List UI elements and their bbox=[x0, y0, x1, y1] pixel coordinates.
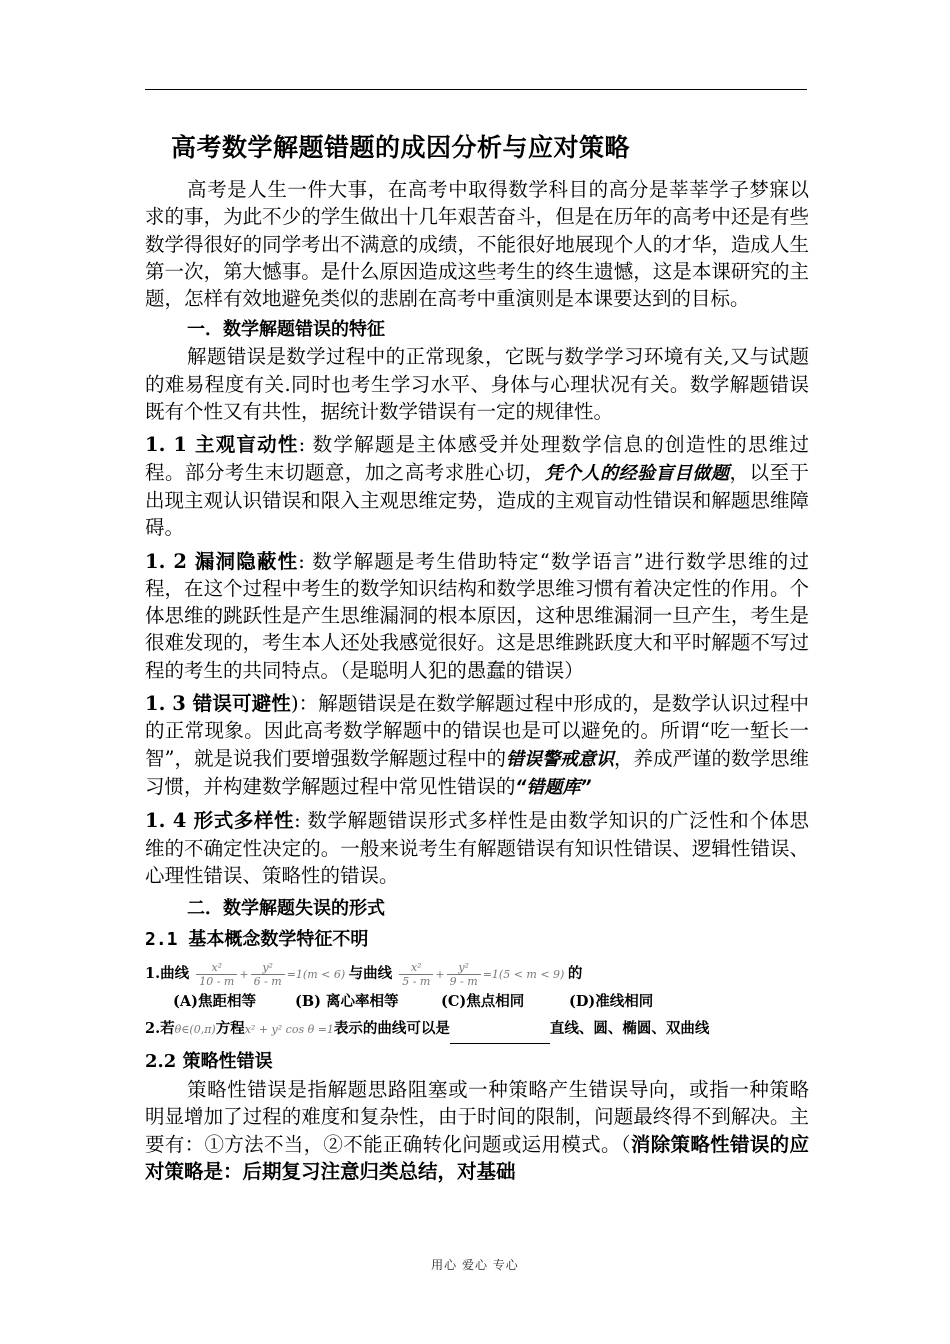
paragraph-1-4 bbox=[145, 807, 809, 889]
paragraph-1-3 bbox=[145, 690, 809, 801]
question-2-answer: 直线、圆、椭圆、双曲线 bbox=[549, 1020, 710, 1038]
subsection-2-1-heading: 2.1 基本概念数学特征不明 bbox=[145, 929, 369, 951]
text-1-2-a: : 数学解题是考生借助特定“数学语言”进行数学思维的过程，在这个过程中考生的数学知识结构和数学思维习惯有着决定性的作用。个体思维的跳跃性是产生思维漏洞的根本原因，这种思维漏洞一旦产生，考生是很难发现的，考生本人还处我感觉很好。这是思维跳跃度大和平时解题不写过程的考生的共同特点。（是聪明人犯的愚蠢的错误） bbox=[145, 549, 809, 682]
fraction-numerator: y² bbox=[251, 962, 285, 975]
question-2-equation: x² + y² cos θ =1 bbox=[244, 1023, 334, 1037]
question-1-equation-2: $\frac{\text{x²}}{5 - m}$ + $\frac{\text{y²}}{9 - m}$ =1(5 < m < 9) bbox=[397, 968, 568, 981]
fraction-numerator: x² bbox=[399, 962, 433, 975]
emphasis-1-3-b: “错题库” bbox=[515, 776, 592, 798]
question-1-mid: 与曲线 bbox=[348, 965, 393, 983]
question-1-suffix: 的 bbox=[567, 965, 583, 983]
question-1-prefix: 1.曲线 bbox=[145, 965, 190, 983]
equation-condition: =1(m < 6) bbox=[286, 968, 346, 982]
text-2-2-bold: 消除策略性错误的应对策略是：后期复习注意归类总结，对基础 bbox=[145, 1132, 809, 1184]
option-c: (C)焦点相同 bbox=[441, 993, 525, 1011]
fraction-denominator: 5 - m bbox=[402, 975, 431, 989]
fraction-denominator: 6 - m bbox=[253, 975, 282, 989]
text-2-2-a: 策略性错误是指解题思路阻塞或一种策略产生错误导向，或指一种策略明显增加了过程的难度和复杂性，由于时间的限制，问题最终得不到解决。主要有：①方法不当，②不能正确转化问题或运用模式。（ bbox=[145, 1078, 809, 1156]
section-1-paragraph: 解题错误是数学过程中的正常现象，它既与数学学习环境有关,又与试题的难易程度有关.同时也考生学习水平、身体与心理状况有关。数学解题错误既有个性又有共性，据统计数学错误有一定的规律性。 bbox=[145, 345, 809, 424]
page-title: 高考数学解题错题的成因分析与应对策略 bbox=[171, 133, 631, 162]
heading-1-4: 1. 4 形式多样性 bbox=[145, 809, 295, 833]
paragraph-1-2 bbox=[145, 548, 809, 684]
emphasis-1-1: 凭个人的经验盲目做题 bbox=[544, 462, 730, 484]
intro-paragraph: 高考是人生一件大事，在高考中取得数学科目的高分是莘莘学子梦寐以求的事，为此不少的学生做出十几年艰苦奋斗，但是在历年的高考中还是有些数学得很好的同学考出不满意的成绩，不能很好地展现个人的才华，造成人生第一次，第大憾事。是什么原因造成这些考生的终生遗憾，这是本课研究的主题，怎样有效地避免类似的悲剧在高考中重演则是本课要达到的目标。 bbox=[145, 178, 809, 311]
option-d: (D)准线相同 bbox=[569, 993, 654, 1011]
heading-1-2: 1. 2 漏洞隐蔽性 bbox=[145, 549, 299, 573]
question-2-prefix: 2.若 bbox=[145, 1020, 175, 1038]
option-a: (A)焦距相等 bbox=[173, 993, 256, 1011]
subsection-2-2-paragraph bbox=[145, 1076, 809, 1185]
text-1-4-a: : 数学解题错误形式多样性是由数学知识的广泛性和个体思维的不确定性决定的。一般来说考生有解题错误有知识性错误、逻辑性错误、心理性错误、策略性的错误。 bbox=[145, 809, 809, 887]
equation-condition: =1(5 < m < 9) bbox=[482, 968, 565, 982]
fraction-numerator: y² bbox=[447, 962, 481, 975]
section-2-heading bbox=[187, 895, 809, 922]
question-2-mid: 方程 bbox=[215, 1020, 245, 1038]
header-rule bbox=[145, 89, 807, 90]
section-1-heading bbox=[187, 316, 809, 343]
question-1-equation-1: $\frac{\text{x²}}{10 - m}$ + $\frac{\text{y²}}{6 - m}$ =1(m < 6) bbox=[194, 968, 348, 981]
heading-1-3: 1. 3 错误可避性 bbox=[145, 692, 291, 716]
fraction-denominator: 9 - m bbox=[449, 975, 478, 989]
subsection-2-2-heading: 2.2 策略性错误 bbox=[145, 1051, 273, 1073]
document-body bbox=[145, 128, 809, 1185]
section-2-heading-text: 二．数学解题失误的形式 bbox=[187, 898, 385, 920]
text-1-1-a: : 数学解题是主体感受并处理数学信息的创造性的思维过程。部分考生末切题意，加之高考求胜心切， bbox=[145, 433, 809, 484]
page-footer: 用心 爱心 专心 bbox=[431, 1258, 519, 1272]
heading-1-1: 1. 1 主观盲动性 bbox=[145, 433, 299, 457]
question-1 bbox=[145, 960, 809, 989]
paragraph-1-1 bbox=[145, 431, 809, 541]
text-1-3-a: )：解题错误是在数学解题过程中形成的，是数学认识过程中的正常现象。因此高考数学解题中的错误也是可以避免的。所谓“吃一堑长一智”，就是说我们要增强数学解题过程中的 bbox=[145, 692, 809, 770]
question-2-suffix: 表示的曲线可以是 bbox=[333, 1020, 450, 1038]
question-1-options bbox=[173, 989, 809, 1015]
question-2 bbox=[145, 1015, 809, 1044]
section-1-heading-text: 一．数学解题错误的特征 bbox=[187, 319, 385, 341]
text-1-3-b: ，养成严谨的数学思维习惯，并构建数学解题过程中常见性错误的 bbox=[145, 746, 809, 798]
fraction-numerator: x² bbox=[196, 962, 237, 975]
fraction-denominator: 10 - m bbox=[199, 975, 235, 989]
answer-blank bbox=[450, 1027, 550, 1044]
question-2-condition: θ∈(0,π) bbox=[174, 1023, 216, 1037]
text-1-1-b: ，以至于出现主观认识错误和限入主观思维定势，造成的主观盲动性错误和解题思维障碍。 bbox=[145, 460, 809, 540]
option-b: (B) 离心率相等 bbox=[295, 993, 399, 1011]
emphasis-1-3: 错误警戒意识 bbox=[505, 748, 614, 770]
